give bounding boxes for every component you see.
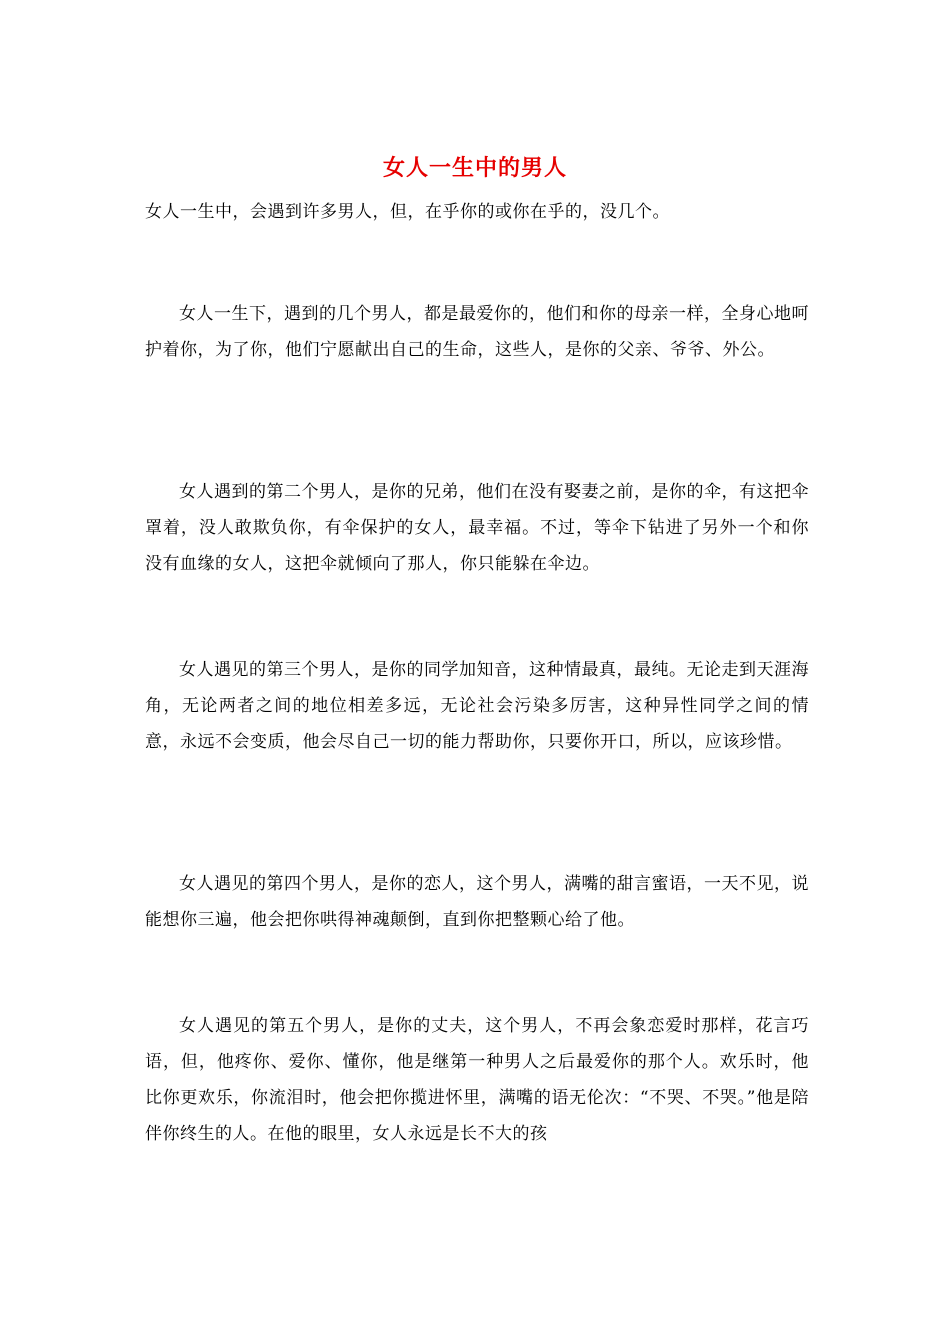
paragraph-first-men: 女人一生下，遇到的几个男人，都是最爱你的，他们和你的母亲一样，全身心地呵护着你，为了你，他们宁愿献出自己的生命，这些人，是你的父亲、爷爷、外公。 xyxy=(145,304,809,360)
document-title: 女人一生中的男人 xyxy=(382,155,567,181)
paragraph-fourth-man: 女人遇见的第四个男人，是你的恋人，这个男人，满嘴的甜言蜜语，一天不见，说能想你三遍，他会把你哄得神魂颠倒，直到你把整颗心给了他。 xyxy=(145,874,809,930)
paragraph-second-man: 女人遇到的第二个男人，是你的兄弟，他们在没有娶妻之前，是你的伞，有这把伞罩着，没人敢欺负你，有伞保护的女人，最幸福。不过，等伞下钻进了另外一个和你没有血缘的女人，这把伞就倾向了那人，你只能躲在伞边。 xyxy=(145,482,809,574)
paragraph-third-man: 女人遇见的第三个男人，是你的同学加知音，这种情最真，最纯。无论走到天涯海角，无论两者之间的地位相差多远，无论社会污染多厉害，这种异性同学之间的情意，永远不会变质，他会尽自己一切的能力帮助你，只要你开口，所以，应该珍惜。 xyxy=(145,660,809,752)
paragraph-fifth-man: 女人遇见的第五个男人，是你的丈夫，这个男人，不再会象恋爱时那样，花言巧语，但，他疼你、爱你、懂你，他是继第一种男人之后最爱你的那个人。欢乐时，他比你更欢乐，你流泪时，他会把你揽进怀里，满嘴的语无伦次：“不哭、不哭。”他是陪伴你终生的人。在他的眼里，女人永远是长不大的孩 xyxy=(145,1016,809,1144)
intro-paragraph: 女人一生中，会遇到许多男人，但，在乎你的或你在乎的，没几个。 xyxy=(145,202,670,222)
